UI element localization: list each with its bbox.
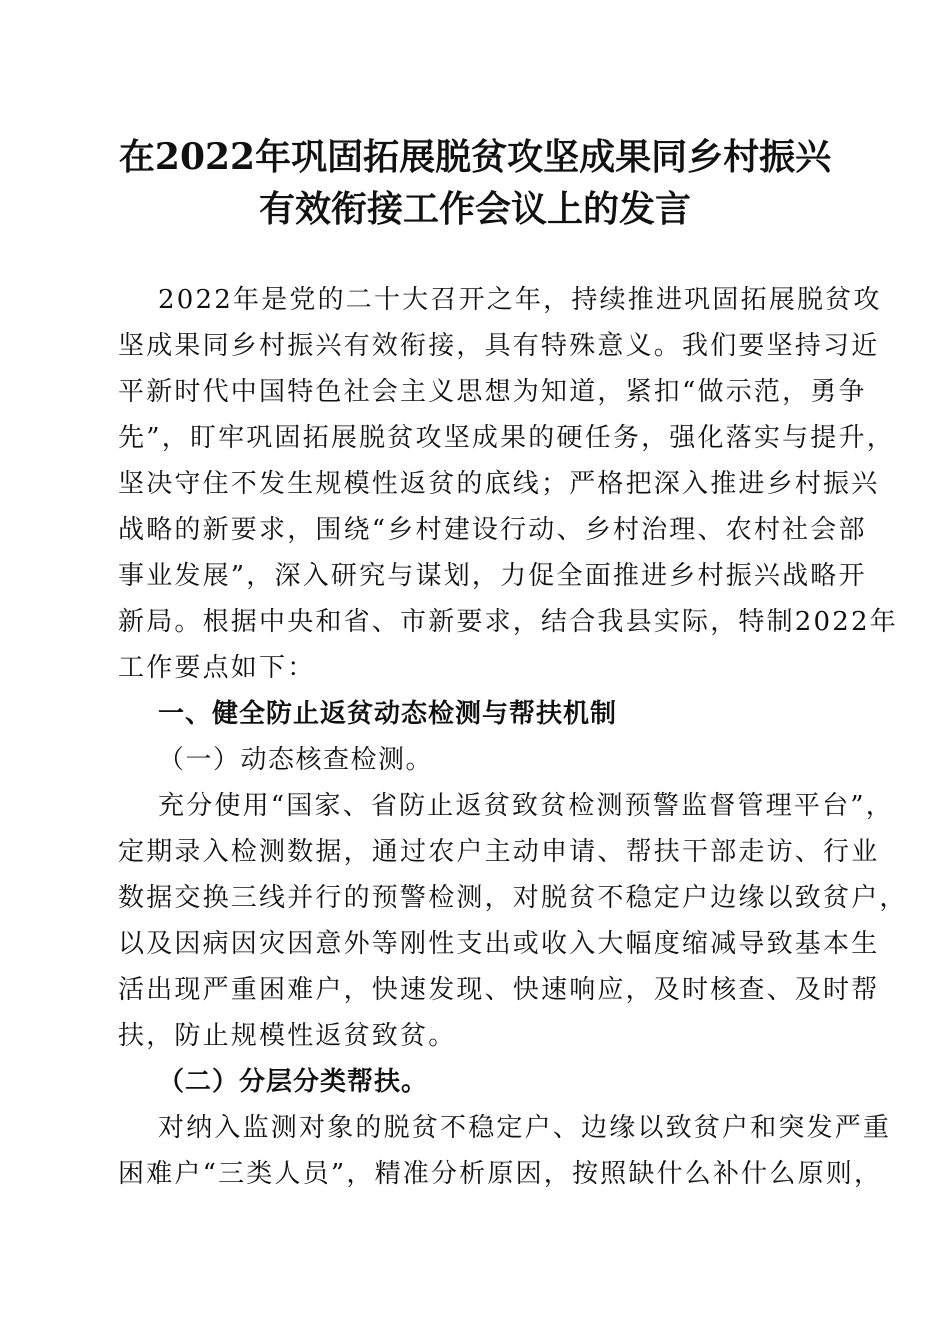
paragraph-line: 扶，防止规模性返贫致贫。 bbox=[118, 1021, 457, 1051]
paragraph-line: 活出现严重困难户，快速发现、快速响应，及时核查、及时帮 bbox=[118, 975, 880, 1005]
paragraph-line: 数据交换三线并行的预警检测，对脱贫不稳定户边缘以致贫户， bbox=[118, 883, 908, 913]
paragraph-line: 坚决守住不发生规模性返贫的底线；严格把深入推进乡村振兴 bbox=[118, 469, 880, 499]
paragraph-line: 平新时代中国特色社会主义思想为知道，紧扣“做示范，勇争 bbox=[118, 377, 867, 407]
paragraph-line: 事业发展”，深入研究与谋划，力促全面推进乡村振兴战略开 bbox=[118, 561, 867, 591]
paragraph-line: 战略的新要求，围绕“乡村建设行动、乡村治理、农村社会部 bbox=[118, 515, 867, 545]
paragraph-line: 先”，盯牢巩固拓展脱贫攻坚成果的硬任务，强化落实与提升， bbox=[118, 423, 895, 453]
paragraph-line: 2022年是党的二十大召开之年，持续推进巩固拓展脱贫攻 bbox=[158, 285, 882, 315]
paragraph-line: 坚成果同乡村振兴有效衔接，具有特殊意义。我们要坚持习近 bbox=[118, 331, 880, 361]
paragraph-line: 新局。根据中央和省、市新要求，结合我县实际，特制2022年 bbox=[118, 607, 898, 637]
paragraph-line: 困难户“三类人员”，精准分析原因，按照缺什么补什么原则， bbox=[118, 1159, 883, 1189]
document-title-line-2: 有效衔接工作会议上的发言 bbox=[258, 188, 691, 230]
paragraph-line: 充分使用“国家、省防止返贫致贫检测预警监督管理平台”， bbox=[158, 791, 894, 821]
paragraph-line: 定期录入检测数据，通过农户主动申请、帮扶干部走访、行业 bbox=[118, 837, 880, 867]
document-title-line-1: 在2022年巩固拓展脱贫攻坚成果同乡村振兴 bbox=[118, 136, 832, 178]
paragraph-line: 对纳入监测对象的脱贫不稳定户、边缘以致贫户和突发严重 bbox=[158, 1113, 892, 1143]
paragraph-line: 以及因病因灾因意外等刚性支出或收入大幅度缩减导致基本生 bbox=[118, 929, 880, 959]
subsection-heading: （一）动态核查检测。 bbox=[158, 745, 434, 775]
subsection-heading: （二）分层分类帮扶。 bbox=[158, 1067, 429, 1097]
section-heading: 一、健全防止返贫动态检测与帮扶机制 bbox=[158, 699, 618, 729]
paragraph-line: 工作要点如下： bbox=[118, 653, 316, 683]
